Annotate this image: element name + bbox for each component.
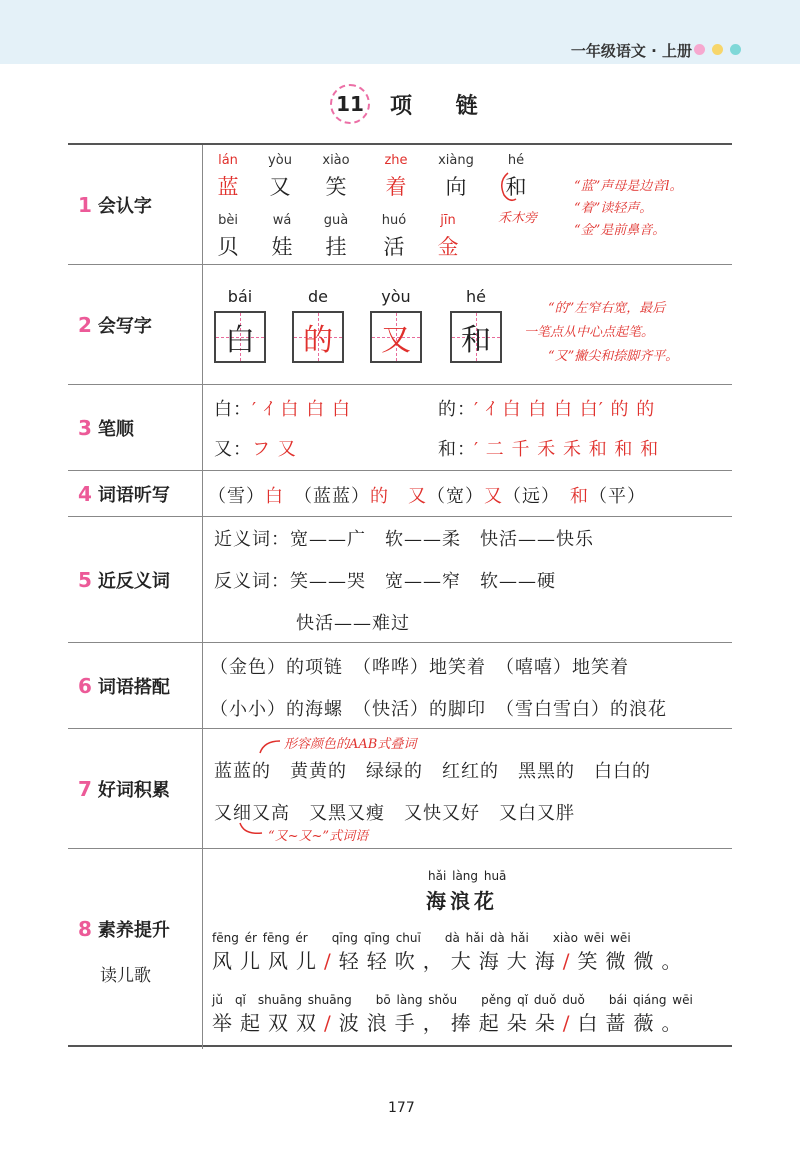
decor-dot-pink xyxy=(694,44,705,55)
hanzi: 蓝 xyxy=(217,175,239,199)
section-label: 7 好词积累 xyxy=(78,777,170,801)
section-sublabel: 读儿歌 xyxy=(100,966,151,986)
arrow-icon xyxy=(236,821,266,841)
pinyin: wá xyxy=(272,213,292,228)
annotation: “的”左窄右宽，最后 xyxy=(548,301,666,316)
vocab-line: 蓝蓝的 黄黄的 绿绿的 红红的 黑黑的 白白的 xyxy=(214,761,651,782)
poem-line: 举起双双/波浪手，捧起朵朵/白蔷薇。 xyxy=(212,1011,690,1035)
section-recognize xyxy=(68,145,732,265)
pinyin: guà xyxy=(323,213,349,228)
annotation: “金”是前鼻音。 xyxy=(574,223,666,238)
hanzi: 又 xyxy=(381,323,411,358)
annotation: 一笔点从中心点起笔。 xyxy=(524,325,655,340)
poem-pinyin: jǔ qǐ shuāng shuāng bō làng shǒu pěng qǐ duǒ duǒ bái qiáng wēi xyxy=(212,993,693,1007)
annotation: 形容颜色的AAB式叠词 xyxy=(284,737,417,752)
lesson-title xyxy=(330,84,496,124)
section-dictation xyxy=(68,471,732,517)
arrow-icon xyxy=(254,735,284,755)
pinyin: jīn xyxy=(440,213,456,228)
pinyin: huó xyxy=(381,213,407,228)
stroke-label: 的： xyxy=(438,399,476,420)
writing-grid xyxy=(370,311,422,363)
hanzi: 又 xyxy=(269,175,291,199)
vocab-line: 又细又高 又黑又瘦 又快又好 又白又胖 xyxy=(214,803,575,824)
section-label: 6 词语搭配 xyxy=(78,674,170,698)
hanzi: 和 xyxy=(461,323,491,358)
dictation-line: （雪）白 （蓝蓝）的 又（宽）又（远） 和（平） xyxy=(208,486,646,507)
hanzi: 的 xyxy=(303,323,333,358)
collocation-line: （小小）的海螺 （快活）的脚印 （雪白雪白）的浪花 xyxy=(210,699,667,720)
stroke-seq: フ 又 xyxy=(252,439,297,460)
annotation: “又”撇尖和捺脚齐平。 xyxy=(548,349,679,364)
section-stroke-order xyxy=(68,385,732,471)
annotation: “又~又~”式词语 xyxy=(268,829,369,844)
hanzi: 活 xyxy=(383,235,405,259)
section-label: 2 会写字 xyxy=(78,313,152,337)
lesson-number: 11 xyxy=(330,84,370,124)
section-label: 5 近反义词 xyxy=(78,568,170,592)
radical-circle-icon xyxy=(494,169,534,209)
stroke-label: 和： xyxy=(438,439,476,460)
poem-title: 海浪花 xyxy=(426,889,498,913)
annotation: “着”读轻声。 xyxy=(574,201,653,216)
radical-note: 禾木旁 xyxy=(498,211,538,226)
stroke-label: 又： xyxy=(214,439,252,460)
stroke-label: 白： xyxy=(214,399,252,420)
annotation: “蓝”声母是边音l。 xyxy=(574,179,683,194)
hanzi: 向 xyxy=(445,175,467,199)
section-label: 3 笔顺 xyxy=(78,416,134,440)
lesson-name: 项 链 xyxy=(390,93,496,119)
pinyin: bái xyxy=(227,287,253,306)
pinyin: hé xyxy=(466,287,486,306)
hanzi: 和 xyxy=(505,175,527,199)
section-vocabulary xyxy=(68,729,732,849)
section-synonyms xyxy=(68,517,732,643)
hanzi: 挂 xyxy=(325,235,347,259)
decor-dot-cyan xyxy=(730,44,741,55)
antonym-line: 快活——难过 xyxy=(296,613,410,634)
section-collocation xyxy=(68,643,732,729)
section-label: 4 词语听写 xyxy=(78,482,170,506)
writing-grid xyxy=(450,311,502,363)
section-literacy xyxy=(68,849,732,1049)
stroke-seq: ′ ｲ 白 白 白 xyxy=(252,399,351,420)
pinyin: de xyxy=(308,287,328,306)
hanzi: 娃 xyxy=(271,235,293,259)
poem-pinyin: fēng ér fēng ér qīng qīng chuī dà hǎi dà hǎi xiào wēi wēi xyxy=(212,931,631,945)
writing-grid xyxy=(214,311,266,363)
section-write xyxy=(68,265,732,385)
pinyin: yòu xyxy=(381,287,411,306)
pinyin: xiào xyxy=(322,153,350,168)
writing-grid xyxy=(292,311,344,363)
hanzi: 着 xyxy=(385,175,407,199)
hanzi: 贝 xyxy=(217,235,239,259)
section-label: 8 素养提升 xyxy=(78,917,170,941)
book-label: 一年级语文 · 上册 xyxy=(570,42,692,60)
section-label: 1 会认字 xyxy=(78,193,152,217)
poem-title-pinyin: hǎi làng huā xyxy=(428,869,507,883)
stroke-seq: ′ 二 千 禾 禾 和 和 和 xyxy=(474,439,660,460)
hanzi: 笑 xyxy=(325,175,347,199)
hanzi: 金 xyxy=(437,235,459,259)
lesson-table xyxy=(68,143,732,1047)
antonym-line: 反义词：笑——哭 宽——窄 软——硬 xyxy=(214,571,556,592)
pinyin: hé xyxy=(507,153,525,168)
stroke-seq: ′ ｲ 白 白 白 白′ 的 的 xyxy=(474,399,656,420)
poem-line: 风儿风儿/轻轻吹，大海大海/笑微微。 xyxy=(212,949,690,973)
hanzi: 白 xyxy=(225,323,255,358)
pinyin: yòu xyxy=(268,153,292,168)
synonym-line: 近义词：宽——广 软——柔 快活——快乐 xyxy=(214,529,594,550)
pinyin: xiàng xyxy=(438,153,474,168)
collocation-line: （金色）的项链 （哗哗）地笑着 （嘻嘻）地笑着 xyxy=(210,657,629,678)
pinyin: zhe xyxy=(384,153,408,168)
pinyin: bèi xyxy=(218,213,238,228)
page-number: 177 xyxy=(388,1100,415,1116)
decor-dot-yellow xyxy=(712,44,723,55)
pinyin: lán xyxy=(218,153,238,168)
